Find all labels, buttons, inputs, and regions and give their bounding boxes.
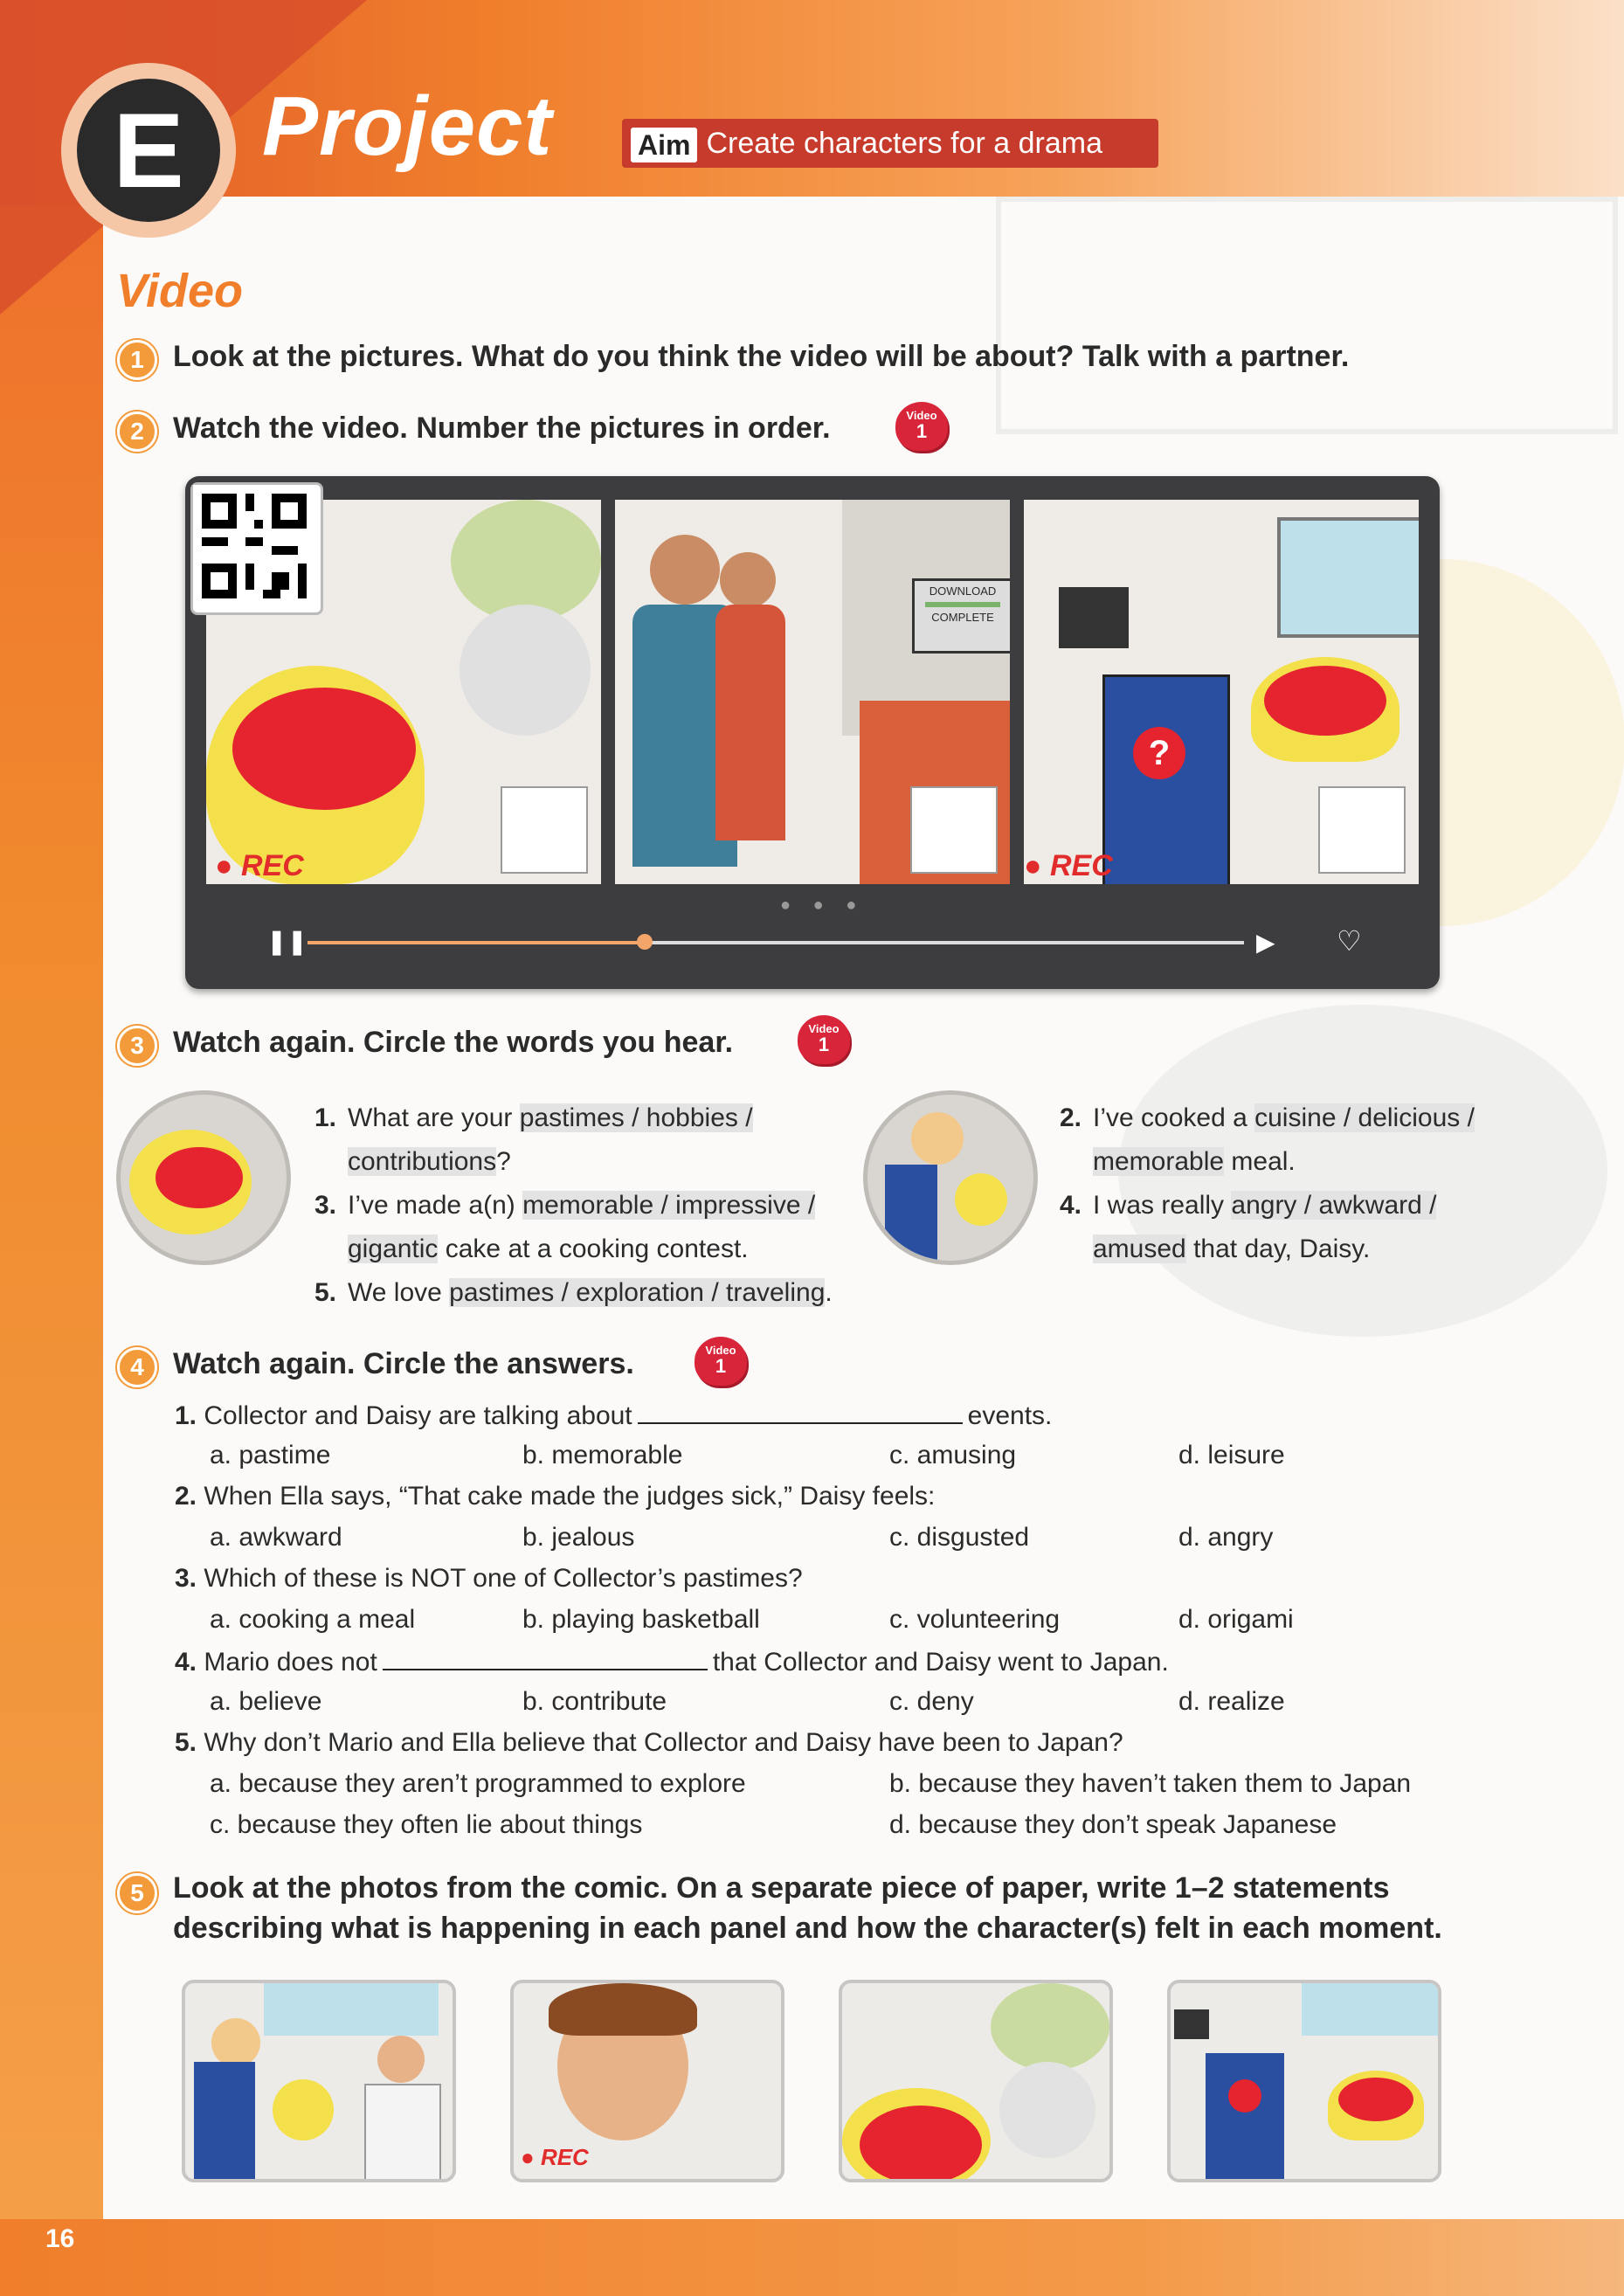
ex3-item-5: 5. We love pastimes / exploration / traveling. [314,1278,833,1307]
ex3-item-2: 2. I’ve cooked a cuisine / delicious / memorable meal. [1060,1103,1475,1176]
character-thumbnail-robot [116,1090,291,1265]
pause-icon[interactable]: ❚❚ [266,928,308,955]
robot-face-illustration [1264,666,1386,736]
exercise-number: 5 [117,1873,157,1913]
aim-text: Create characters for a drama [706,127,1102,160]
exercise-number: 2 [117,411,157,452]
word-choices[interactable]: memorable [1093,1147,1225,1176]
option-c[interactable]: c. volunteering [889,1605,1061,1634]
rec-indicator: ● REC [521,2144,589,2170]
blue-robot-illustration [1206,2053,1284,2179]
person-body-illustration [715,605,785,840]
option-b[interactable]: b. playing basketball [522,1605,760,1634]
section-title: Video [116,265,244,317]
comic-panel-2 [510,1980,784,2182]
robot-face-illustration [232,688,416,810]
word-choices[interactable]: memorable / impressive / [522,1191,816,1220]
person-body-illustration [364,2084,441,2182]
robot-face-illustration [860,2106,982,2182]
exercise-3-instruction: Watch again. Circle the words you hear. [173,1026,734,1059]
play-icon[interactable]: ▶ [1256,929,1275,956]
rec-indicator: ● REC [1024,849,1113,882]
option-b[interactable]: b. jealous [522,1523,635,1552]
answer-box-3[interactable] [1318,786,1406,874]
qr-code-icon [193,485,315,607]
answer-box-2[interactable] [910,786,998,874]
word-choices[interactable]: pastimes / hobbies / [519,1103,753,1132]
video-icon[interactable]: Video 1 [695,1337,747,1386]
word-choices[interactable]: angry / awkward / [1231,1191,1437,1220]
exercise-2-instruction: Watch the video. Number the pictures in order. [173,411,831,445]
option-a[interactable]: a. awkward [210,1523,342,1552]
qr-code[interactable] [190,482,323,615]
person-head-illustration [720,552,776,608]
word-choices[interactable]: pastimes / exploration / traveling [449,1278,826,1307]
option-d[interactable]: d. origami [1178,1605,1294,1634]
exercise-4-instruction: Watch again. Circle the answers. [173,1347,634,1380]
question-4: 4. Mario does not that Collector and Daisy went to Japan. [175,1648,1169,1677]
pagination-dots[interactable]: ● ● ● [780,896,866,915]
option-d[interactable]: d. realize [1178,1687,1285,1716]
thought-bubble-icon [460,605,591,736]
option-d[interactable]: d. leisure [1178,1441,1285,1470]
robot-eye-illustration [1228,2079,1261,2113]
character-thumbnail-group [863,1090,1038,1265]
robot-face-illustration [1338,2078,1413,2121]
rec-indicator: ● REC [215,849,304,882]
page-background-left [0,0,118,2296]
video-icon[interactable]: Video 1 [895,402,948,451]
option-a[interactable]: a. believe [210,1687,322,1716]
question-mark-icon: ? [1133,727,1185,779]
window-illustration [1302,1983,1438,2036]
word-choices[interactable]: contributions [348,1147,497,1176]
option-d[interactable]: d. because they don’t speak Japanese [889,1810,1337,1839]
aim-tag: Aim [631,128,697,163]
word-choices[interactable]: amused [1093,1234,1186,1263]
robot-head-icon [273,2079,334,2140]
answer-blank[interactable] [638,1400,963,1424]
exercise-number: 4 [117,1347,157,1387]
option-a[interactable]: a. cooking a meal [210,1605,416,1634]
blue-robot-illustration [194,2062,255,2179]
option-b[interactable]: b. because they haven’t taken them to Japan [889,1769,1412,1798]
computer-illustration [1174,2009,1209,2039]
heart-icon[interactable]: ♡ [1337,925,1362,957]
background-window-art [996,197,1618,434]
robot-head-icon [955,1173,1007,1226]
comic-panel-1 [182,1980,456,2182]
video-progress-fill [308,941,645,944]
thought-bubble-icon [999,2062,1095,2158]
option-d[interactable]: d. angry [1178,1523,1274,1552]
video-progress-handle[interactable] [637,934,653,950]
window-illustration [1277,517,1419,638]
option-c[interactable]: c. deny [889,1687,974,1716]
page-number: 16 [45,2224,75,2253]
question-2: 2. When Ella says, “That cake made the judges sick,” Daisy feels: [175,1482,936,1511]
exercise-number: 1 [117,340,157,380]
computer-illustration [1059,587,1129,648]
footer-band [0,2219,1624,2296]
option-c[interactable]: c. disgusted [889,1523,1030,1552]
option-a[interactable]: a. pastime [210,1441,331,1470]
option-a[interactable]: a. because they aren’t programmed to explore [210,1769,746,1798]
person-head-illustration [377,2036,425,2083]
answer-blank[interactable] [383,1646,708,1670]
exercise-1-instruction: Look at the pictures. What do you think the video will be about? Talk with a partner. [173,340,1350,373]
page-title: Project [262,80,553,173]
question-3: 3. Which of these is NOT one of Collector’s pastimes? [175,1564,803,1593]
ex3-item-1: 1. What are your pastimes / hobbies / contributions? [314,1103,753,1176]
exercise-number: 3 [117,1026,157,1066]
comic-panel-4 [1167,1980,1441,2182]
video-icon[interactable]: Video 1 [798,1015,850,1064]
unit-letter: E [77,79,220,222]
thought-bubble-icon [451,500,601,622]
option-b[interactable]: b. contribute [522,1687,667,1716]
person-head-illustration [650,535,720,605]
boy-hair-illustration [549,1983,697,2036]
exercise-5-instruction-line-1: Look at the photos from the comic. On a separate piece of paper, write 1–2 statements [173,1871,1390,1905]
option-c[interactable]: c. amusing [889,1441,1017,1470]
download-screen: DOWNLOAD COMPLETE [912,578,1010,654]
thought-bubble-icon [991,1983,1109,2071]
ex3-item-3: 3. I’ve made a(n) memorable / impressive / gigantic cake at a cooking contest. [314,1191,816,1263]
word-choices[interactable]: cuisine / delicious / [1254,1103,1475,1132]
question-1: 1. Collector and Daisy are talking about events. [175,1401,1053,1430]
robot-face-illustration [155,1147,243,1208]
person-head-illustration [911,1112,964,1165]
aim-bar [622,119,1158,168]
option-b[interactable]: b. memorable [522,1441,683,1470]
question-5: 5. Why don’t Mario and Ella believe that Collector and Daisy have been to Japan? [175,1728,1123,1757]
word-choices[interactable]: gigantic [348,1234,439,1263]
blue-robot-illustration [885,1165,937,1261]
answer-box-1[interactable] [501,786,588,874]
blue-robot-illustration [1102,674,1230,884]
comic-panel-3 [839,1980,1113,2182]
exercise-5-instruction-line-2: describing what is happening in each panel and how the character(s) felt in each moment. [173,1912,1442,1945]
ex3-item-4: 4. I was really angry / awkward / amused that day, Daisy. [1060,1191,1437,1263]
option-c[interactable]: c. because they often lie about things [210,1810,643,1839]
window-illustration [264,1983,439,2036]
person-head-illustration [211,2018,260,2067]
